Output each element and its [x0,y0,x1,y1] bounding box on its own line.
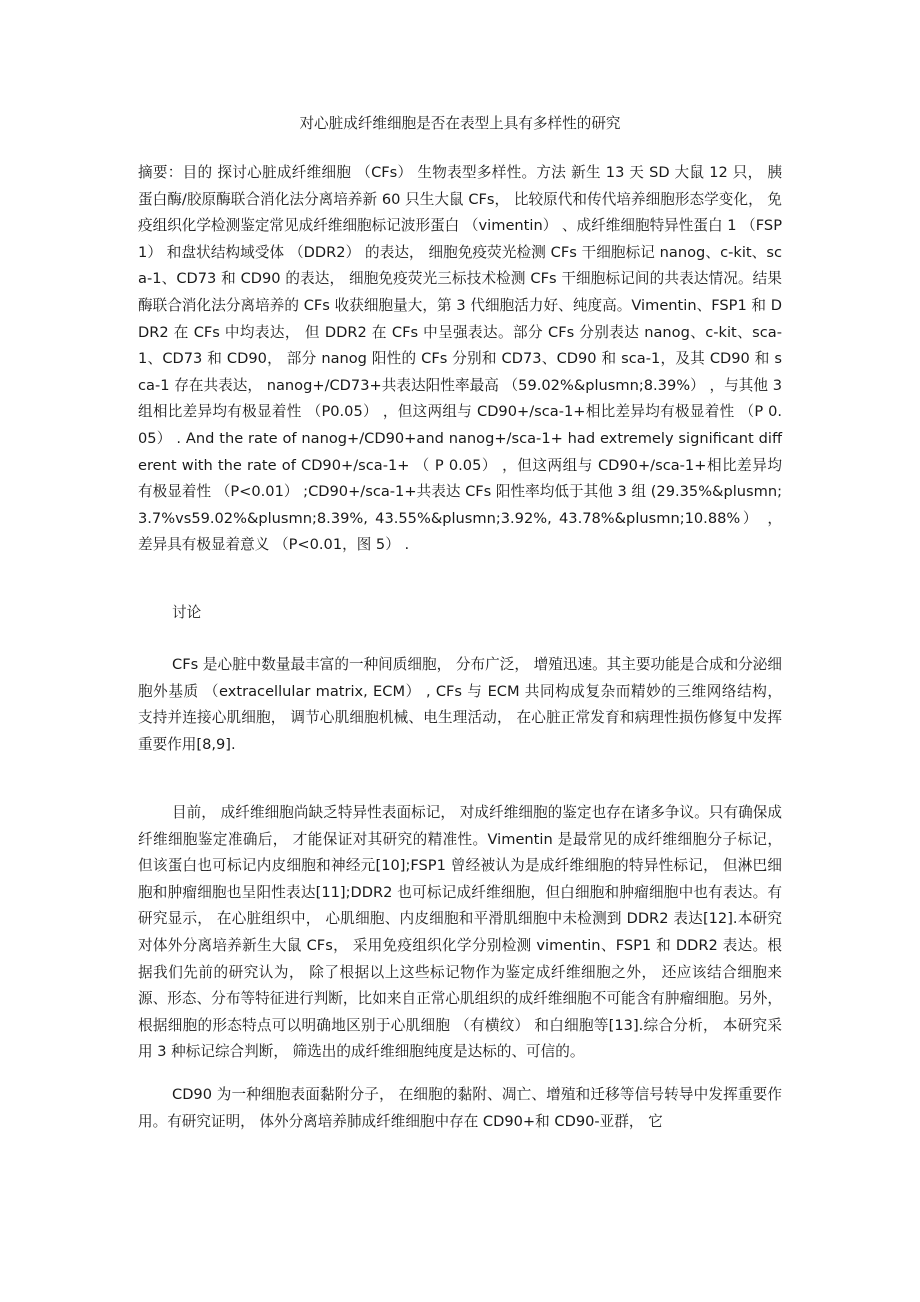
discussion-heading: 讨论 [172,604,202,621]
body-paragraph: 目前， 成纤维细胞尚缺乏特异性表面标记， 对成纤维细胞的鉴定也存在诸多争议。只有确保成纤维细胞鉴定准确后， 才能保证对其研究的精准性。Vimentin 是最常见的成纤维细胞分子标记， 但该蛋白也可标记内皮细胞和神经元[10];FSP1 曾经被认为是成纤维细胞的特异性标记， 但淋巴细胞和肿瘤细胞也呈阳性表达[11];DDR2 也可标记成纤维细胞，但白细胞和肿瘤细胞中也有表达。有研究显示， 在心脏组织中， 心肌细胞、内皮细胞和平滑肌细胞中未检测到 DDR2 表达[12].本研究对体外分离培养新生大鼠 CFs， 采用免疫组织化学分别检测 vimentin、FSP1 和 DDR2 表达。根据我们先前的研究认为， 除了根据以上这些标记物作为鉴定成纤维细胞之外， 还应该结合细胞来源、形态、分布等特征进行判断，比如来自正常心肌组织的成纤维细胞不可能含有肿瘤细胞。另外， 根据细胞的形态特点可以明确地区别于心肌细胞 （有横纹） 和白细胞等[13].综合分析， 本研究采用 3 种标记综合判断， 筛选出的成纤维细胞纯度是达标的、可信的。 [138,804,782,1061]
abstract-paragraph: 摘要：目的 探讨心脏成纤维细胞 （CFs） 生物表型多样性。方法 新生 13 天 SD 大鼠 12 只， 胰蛋白酶/胶原酶联合消化法分离培养新 60 只生大鼠 CFs， 比较原代和传代培养细胞形态学变化， 免疫组织化学检测鉴定常见成纤维细胞标记波形蛋白 （vimentin） 、成纤维细胞特异性蛋白 1 （FSP1） 和盘状结构域受体 （DDR2） 的表达， 细胞免疫荧光检测 CFs 干细胞标记 nanog、c-kit、sca-1、CD73 和 CD90 的表达， 细胞免疫荧光三标技术检测 CFs 干细胞标记间的共表达情况。结果 酶联合消化法分离培养的 CFs 收获细胞量大，第 3 代细胞活力好、纯度高。Vimentin、FSP1 和 DDR2 在 CFs 中均表达， 但 DDR2 在 CFs 中呈强表达。部分 CFs 分别表达 nanog、c-kit、sca-1、CD73 和 CD90， 部分 nanog 阳性的 CFs 分别和 CD73、CD90 和 sca-1，及其 CD90 和 sca-1 存在共表达， nanog+/CD73+共表达阳性率最高 （59.02%&plusmn;8.39%） ，与其他 3 组相比差异均有极显着性 （P0.05） ，但这两组与 CD90+/sca-1+相比差异均有极显着性 （P 0. 05） . And the rate of nanog+/CD90+and nanog+/sca-1+ had extremely significant different with the rate of CD90+/sca-1+ （ P 0.05） ，但这两组与 CD90+/sca-1+相比差异均有极显着性 （P<0.01） ;CD90+/sca-1+共表达 CFs 阳性率均低于其他 3 组 (29.35%&plusmn;3.7%vs59.02%&plusmn;8.39%, 43.55%&plusmn;3.92%, 43.78%&plusmn;10.88%） ，差异具有极显着意义 （P<0.01，图 5） . [138,164,782,554]
body-paragraph: CD90 为一种细胞表面黏附分子， 在细胞的黏附、凋亡、增殖和迁移等信号转导中发挥重要作用。有研究证明， 体外分离培养肺成纤维细胞中存在 CD90+和 CD90-亚群， 它 [138,1086,782,1130]
document-title: 对心脏成纤维细胞是否在表型上具有多样性的研究 [299,115,621,132]
body-paragraph: CFs 是心脏中数量最丰富的一种间质细胞， 分布广泛， 增殖迅速。其主要功能是合成和分泌细胞外基质 （extracellular matrix, ECM） , CFs 与 ECM 共同构成复杂而精妙的三维网络结构， 支持并连接心肌细胞， 调节心肌细胞机械、电生理活动， 在心脏正常发育和病理性损伤修复中发挥重要作用[8,9]. [138,656,782,753]
